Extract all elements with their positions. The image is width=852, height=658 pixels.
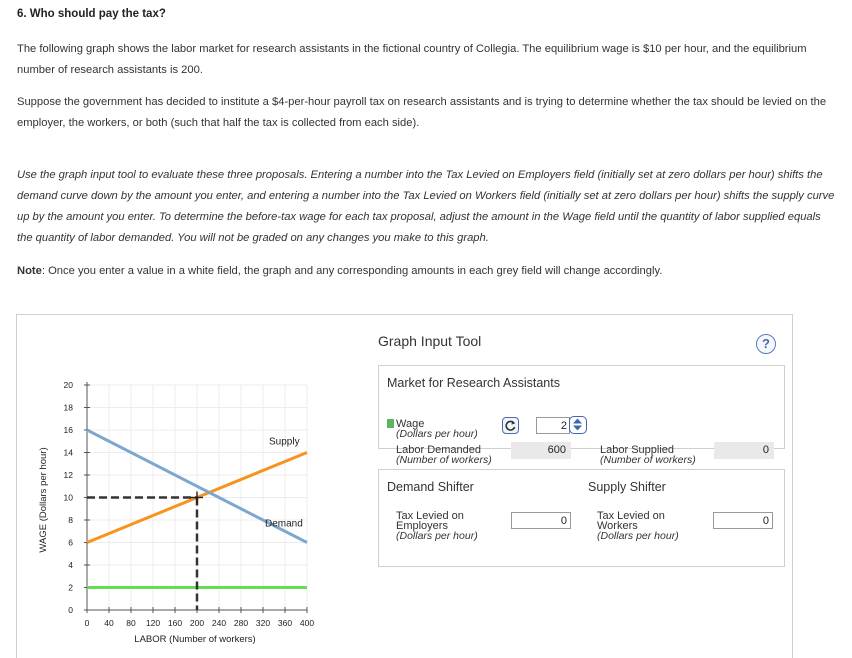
note-text: : Once you enter a value in a white field, the graph and any corresponding amounts in each grey field will change accordingly.	[41, 265, 663, 277]
question-title: 6. Who should pay the tax?	[17, 8, 166, 20]
tax-workers-line1: Tax Levied on	[597, 510, 665, 522]
y-tick-label: 18	[63, 402, 73, 413]
y-tick-label: 8	[68, 515, 73, 525]
demand-shifter-title: Demand Shifter	[387, 480, 474, 494]
tax-paragraph: Suppose the government has decided to institute a $4-per-hour payroll tax on research assistants and is trying to determine whether the tax should be levied on the employer, the workers, or both (such that half the tax is collected from each side).	[17, 96, 827, 129]
y-tick-label: 16	[63, 425, 73, 435]
labor-supplied-value: 0	[714, 442, 774, 459]
note-label: Note	[17, 265, 42, 277]
x-tick-label: 320	[255, 618, 271, 628]
labor-demanded-value: 600	[511, 442, 571, 459]
market-box	[378, 365, 785, 466]
supply-shifter-title: Supply Shifter	[588, 480, 666, 494]
intro-paragraph: The following graph shows the labor market for research assistants in the fictional country of Collegia. The equilibrium wage is $10 per hour, and the equilibrium number of research assistants is 200.	[17, 43, 807, 76]
y-tick-label: 6	[68, 537, 73, 548]
labor-demanded-text: Labor Demanded	[396, 444, 482, 456]
x-tick-label: 160	[167, 618, 183, 628]
x-tick-label: 120	[145, 618, 161, 628]
y-axis-label: WAGE (Dollars per hour)	[38, 447, 49, 553]
instructions-paragraph: Use the graph input tool to evaluate these three proposals. Entering a number into the Tax Levied on Employers field (initially set at zero dollars per hour) shifts the demand curve down by the amount you enter, and entering a number into the Tax Levied on Workers field (initially set at zero dollars per hour) shifts the supply curve up by the amount you enter. To determine the before-tax wage for each tax proposal, adjust the amount in the Wage field until the quantity of labor supplied equals the quantity of labor demanded. You will not be graded on any changes you make to this graph.	[17, 169, 835, 244]
shifter-box	[378, 469, 785, 567]
tax-employers-line2: Employers	[396, 520, 448, 532]
y-tick-label: 20	[63, 380, 73, 390]
x-axis-label: LABOR (Number of workers)	[134, 634, 256, 645]
tax-employers-label	[396, 511, 478, 541]
x-tick-label: 200	[189, 618, 205, 628]
x-tick-label: 80	[126, 618, 136, 628]
wage-label-sub: (Dollars per hour)	[396, 428, 478, 440]
y-tick-label: 10	[63, 492, 73, 503]
graph-widget	[16, 314, 793, 658]
tax-workers-label	[597, 511, 679, 541]
tool-title: Graph Input Tool	[378, 333, 482, 349]
y-tick-label: 2	[68, 582, 73, 593]
labor-supplied-label	[600, 445, 696, 465]
tax-employers-input[interactable]: 0	[511, 512, 571, 529]
y-tick-label: 4	[68, 560, 73, 570]
tax-employers-line1: Tax Levied on	[396, 510, 464, 522]
chart-ticks	[64, 380, 315, 628]
wage-stepper-icon[interactable]	[569, 416, 587, 434]
supply-curve-label: Supply	[269, 436, 300, 448]
wage-label	[396, 419, 478, 439]
tax-workers-line2: Workers	[597, 520, 638, 532]
y-tick-label: 12	[63, 470, 73, 480]
x-tick-label: 400	[299, 618, 315, 628]
demand-curve-label: Demand	[265, 518, 303, 530]
note-paragraph	[17, 261, 839, 282]
tax-workers-sub: (Dollars per hour)	[597, 530, 679, 542]
help-icon[interactable]: ?	[756, 334, 776, 354]
x-tick-label: 240	[211, 618, 227, 628]
tax-workers-input[interactable]: 0	[713, 512, 773, 529]
x-tick-label: 0	[84, 618, 90, 628]
wage-label-text: Wage	[396, 418, 425, 430]
chart-equilibrium-marks[interactable]	[87, 492, 203, 611]
y-tick-label: 0	[68, 605, 73, 615]
market-title: Market for Research Assistants	[387, 376, 560, 390]
tax-employers-sub: (Dollars per hour)	[396, 530, 478, 542]
labor-market-chart	[17, 315, 357, 658]
x-tick-label: 280	[233, 618, 249, 628]
labor-supplied-text: Labor Supplied	[600, 444, 675, 456]
y-tick-label: 14	[63, 447, 73, 458]
x-tick-label: 360	[277, 618, 293, 628]
labor-demanded-sub: (Number of workers)	[396, 454, 492, 466]
labor-supplied-sub: (Number of workers)	[600, 454, 696, 466]
wage-input[interactable]: 2	[536, 417, 570, 434]
x-tick-label: 40	[104, 618, 114, 628]
labor-demanded-label	[396, 445, 492, 465]
refresh-icon[interactable]	[502, 417, 519, 434]
wage-legend-swatch	[387, 419, 394, 428]
